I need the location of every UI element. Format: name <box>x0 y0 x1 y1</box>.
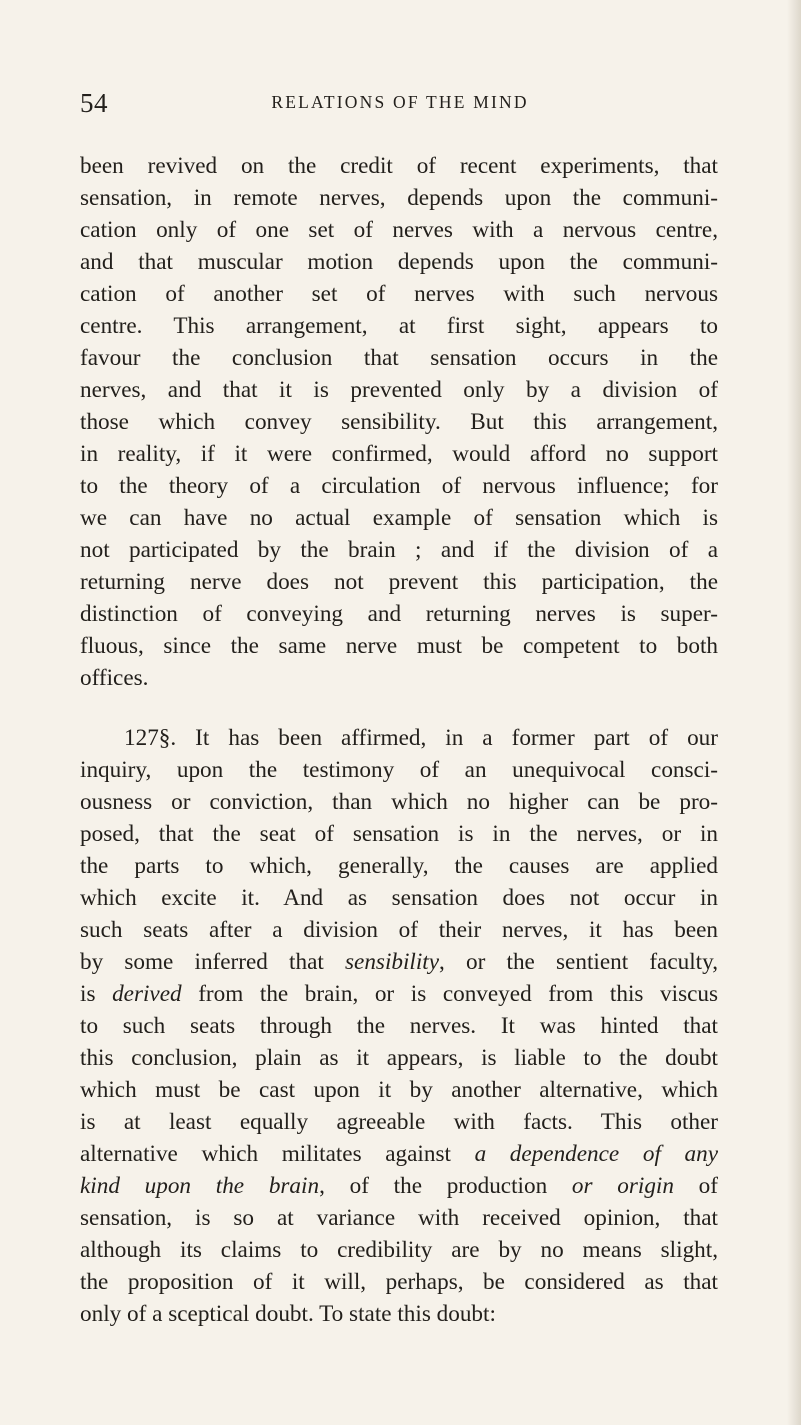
text-line: only of a sceptical doubt. To state this doubt: <box>80 1301 496 1327</box>
text-line: the proposition of it will, perhaps, be considered as that <box>80 1269 718 1295</box>
text-line: which must be cast upon it by another alternative, which <box>80 1077 718 1103</box>
text-line: to such seats through the nerves. It was hinted that <box>80 1013 718 1039</box>
text-line: in reality, if it were confirmed, would afford no support <box>80 441 718 467</box>
text-line: fluous, since the same nerve must be competent to both <box>80 633 718 659</box>
italic-emphasis: derived <box>112 981 182 1007</box>
page-edge-shadow <box>787 0 801 1425</box>
text-line: and that muscular motion depends upon the communi- <box>80 249 718 275</box>
text-line: returning nerve does not prevent this participation, the <box>80 569 718 595</box>
text-line: which excite it. And as sensation does not occur in <box>80 885 718 911</box>
italic-emphasis: a dependence of any <box>474 1141 719 1167</box>
section-first-line: 127§. It has been affirmed, in a former part of our <box>124 725 718 751</box>
text-line: nerves, and that it is prevented only by a division of <box>80 377 718 403</box>
text-line: favour the conclusion that sensation occurs in the <box>80 345 718 371</box>
italic-emphasis: kind upon the brain <box>80 1173 320 1199</box>
page-header <box>80 88 720 118</box>
text-line: cation only of one set of nerves with a nervous centre, <box>80 217 718 243</box>
text-line: offices. <box>80 665 149 691</box>
page-number: 54 <box>80 88 108 118</box>
text-line: by some inferred that sensibility, or the sentient faculty, <box>80 949 719 975</box>
text-line: those which convey sensibility. But this arrangement, <box>80 409 718 435</box>
text-line: such seats after a division of their nerves, it has been <box>80 917 718 943</box>
text-line: not participated by the brain ; and if the division of a <box>80 537 718 563</box>
text-line: alternative which militates against a dependence of any <box>80 1141 719 1167</box>
text-line: sensation, in remote nerves, depends upon the communi- <box>80 185 718 211</box>
text-line: centre. This arrangement, at first sight, appears to <box>80 313 718 339</box>
text-line: is at least equally agreeable with facts. This other <box>80 1109 718 1135</box>
running-title: RELATIONS OF THE MIND <box>271 92 529 112</box>
text-line: cation of another set of nerves with such nervous <box>80 281 718 307</box>
text-line: we can have no actual example of sensation which is <box>80 505 718 531</box>
italic-emphasis: sensibility <box>345 949 440 975</box>
text-line: inquiry, upon the testimony of an unequivocal consci- <box>80 757 718 783</box>
text-line: the parts to which, generally, the causes are applied <box>80 853 718 879</box>
text-line: been revived on the credit of recent experiments, that <box>80 153 718 179</box>
text-line: posed, that the seat of sensation is in the nerves, or in <box>80 821 718 847</box>
text-line: distinction of conveying and returning nerves is super- <box>80 601 718 627</box>
text-line: sensation, is so at variance with received opinion, that <box>80 1205 718 1231</box>
text-line: although its claims to credibility are by no means slight, <box>80 1237 718 1263</box>
italic-emphasis: or origin <box>571 1173 674 1199</box>
text-line: to the theory of a circulation of nervous influence; for <box>80 473 718 499</box>
text-line: ousness or conviction, than which no higher can be pro- <box>80 789 718 815</box>
text-line: kind upon the brain, of the production or origin of <box>80 1173 718 1199</box>
text-line: this conclusion, plain as it appears, is liable to the doubt <box>80 1045 718 1071</box>
text-line: is derived from the brain, or is conveyed from this viscus <box>80 981 719 1007</box>
